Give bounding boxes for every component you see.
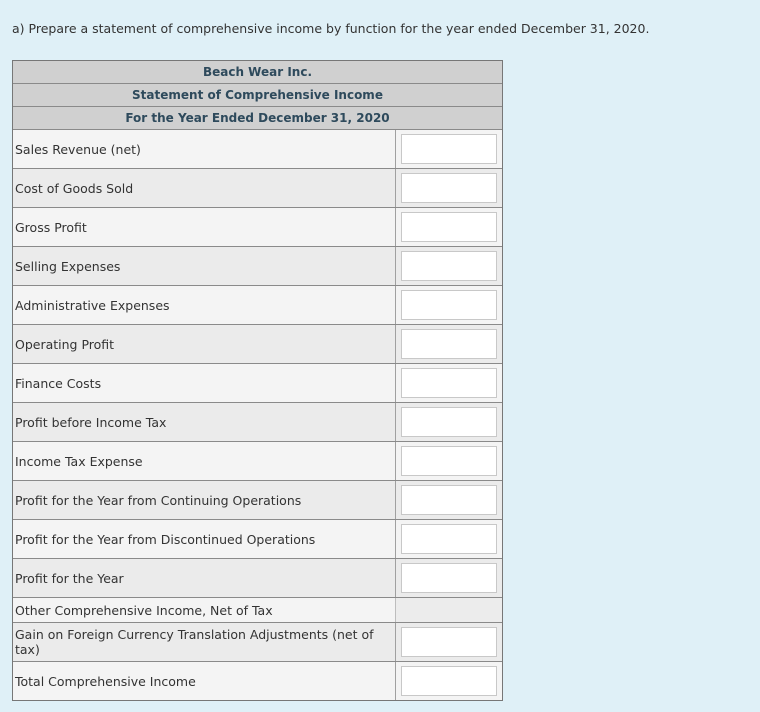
row-income-tax-expense <box>13 442 502 481</box>
row-label: Income Tax Expense <box>13 442 396 480</box>
row-label: Operating Profit <box>13 325 396 363</box>
selling-expenses-input[interactable] <box>401 251 497 281</box>
gross-profit-input[interactable] <box>401 212 497 242</box>
row-label: Profit for the Year from Discontinued Operations <box>13 520 396 558</box>
row-label: Sales Revenue (net) <box>13 130 396 168</box>
sales-revenue-input[interactable] <box>401 134 497 164</box>
profit-continuing-operations-input[interactable] <box>401 485 497 515</box>
row-label: Gain on Foreign Currency Translation Adjustments (net of tax) <box>13 623 396 661</box>
income-tax-expense-input[interactable] <box>401 446 497 476</box>
row-finance-costs <box>13 364 502 403</box>
row-profit-for-the-year <box>13 559 502 598</box>
row-selling-expenses <box>13 247 502 286</box>
foreign-currency-gain-input[interactable] <box>401 627 497 657</box>
row-label: Other Comprehensive Income, Net of Tax <box>15 602 273 618</box>
income-statement-table <box>12 60 503 701</box>
profit-before-income-tax-input[interactable] <box>401 407 497 437</box>
row-profit-discontinued-operations <box>13 520 502 559</box>
finance-costs-input[interactable] <box>401 368 497 398</box>
total-comprehensive-income-input[interactable] <box>401 666 497 696</box>
row-administrative-expenses <box>13 286 502 325</box>
row-label: Total Comprehensive Income <box>13 662 396 700</box>
row-operating-profit <box>13 325 502 364</box>
row-cost-of-goods-sold <box>13 169 502 208</box>
row-profit-continuing-operations <box>13 481 502 520</box>
row-label: Administrative Expenses <box>13 286 396 324</box>
profit-discontinued-operations-input[interactable] <box>401 524 497 554</box>
row-sales-revenue <box>13 130 502 169</box>
row-label: Finance Costs <box>13 364 396 402</box>
administrative-expenses-input[interactable] <box>401 290 497 320</box>
row-label: Profit for the Year <box>13 559 396 597</box>
cost-of-goods-sold-input[interactable] <box>401 173 497 203</box>
company-name: Beach Wear Inc. <box>13 61 502 84</box>
operating-profit-input[interactable] <box>401 329 497 359</box>
row-foreign-currency-gain <box>13 623 502 662</box>
row-label: Selling Expenses <box>13 247 396 285</box>
row-other-comprehensive-income-heading <box>13 598 502 623</box>
row-profit-before-income-tax <box>13 403 502 442</box>
empty-cell <box>395 598 502 622</box>
statement-title: Statement of Comprehensive Income <box>13 84 502 107</box>
row-label: Gross Profit <box>13 208 396 246</box>
statement-period: For the Year Ended December 31, 2020 <box>13 107 502 130</box>
row-total-comprehensive-income <box>13 662 502 700</box>
row-label: Profit for the Year from Continuing Operations <box>13 481 396 519</box>
question-text: a) Prepare a statement of comprehensive income by function for the year ended December 31, 2020. <box>12 21 650 36</box>
row-label: Cost of Goods Sold <box>13 169 396 207</box>
row-label: Profit before Income Tax <box>13 403 396 441</box>
profit-for-the-year-input[interactable] <box>401 563 497 593</box>
row-gross-profit <box>13 208 502 247</box>
